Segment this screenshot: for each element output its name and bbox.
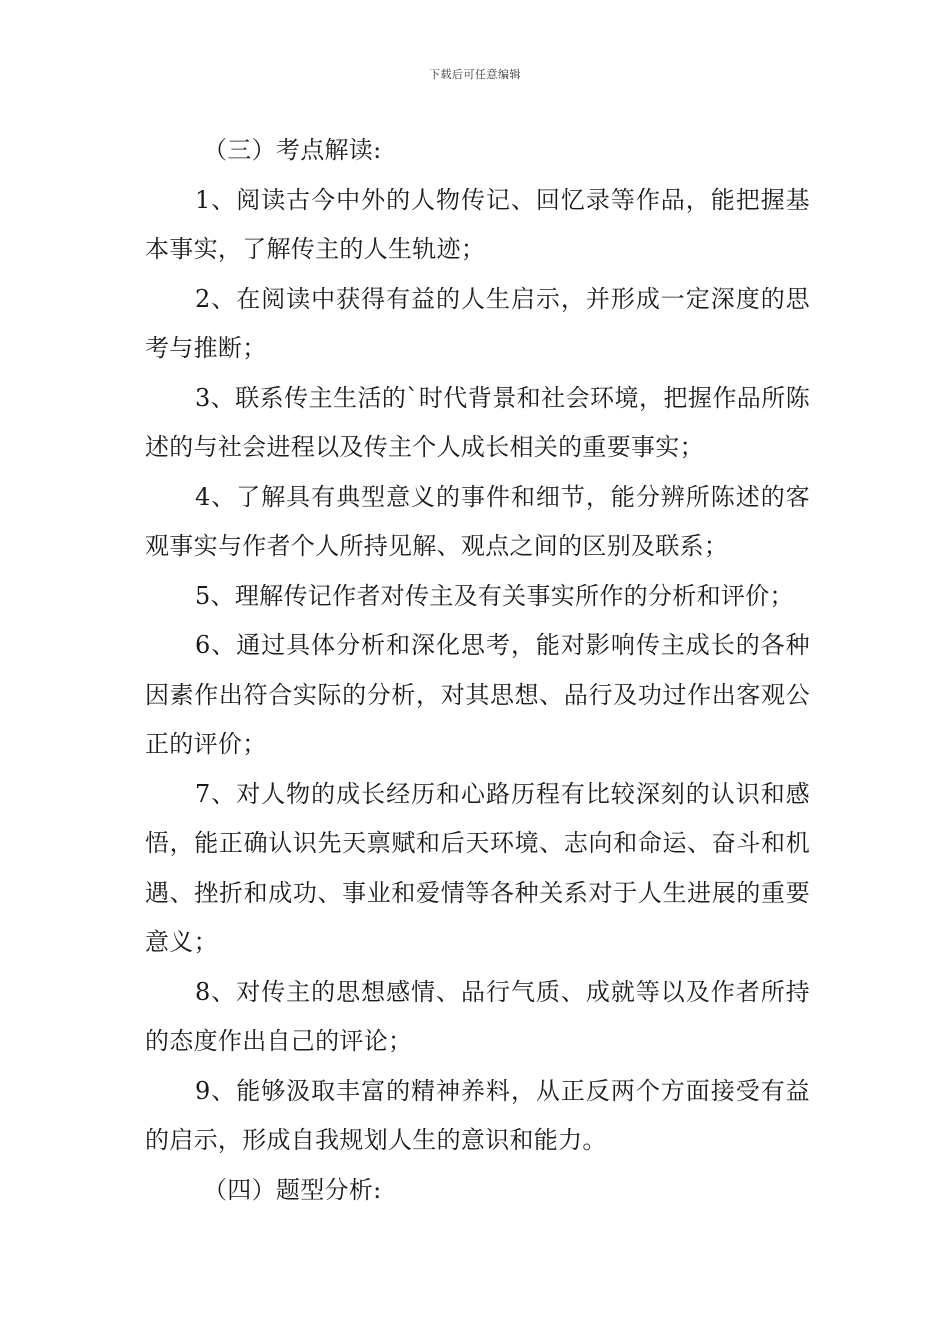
section-three-title: （三）考点解读:: [203, 136, 382, 164]
list-item: 5、理解传记作者对传主及有关事实所作的分析和评价；: [195, 581, 794, 610]
list-item: 1、阅读古今中外的人物传记、回忆录等作品，能把握基本事实，了解传主的人生轨迹；: [145, 185, 810, 263]
header-note: 下载后可任意编辑: [429, 68, 521, 81]
list-item: 4、了解具有典型意义的事件和细节，能分辨所陈述的客观事实与作者个人所持见解、观点之间的区别及联系；: [145, 482, 810, 560]
list-item: 3、联系传主生活的`时代背景和社会环境，把握作品所陈述的与社会进程以及传主个人成长相关的重要事实；: [145, 383, 810, 461]
list-item: 8、对传主的思想感情、品行气质、成就等以及作者所持的态度作出自己的评论；: [145, 977, 810, 1055]
list-item: 7、对人物的成长经历和心路历程有比较深刻的认识和感悟，能正确认识先天禀赋和后天环境、志向和命运、奋斗和机遇、挫折和成功、事业和爱情等各种关系对于人生进展的重要意义；: [145, 779, 810, 956]
document-body: [145, 126, 810, 1215]
section-four-title: （四）题型分析:: [203, 1175, 382, 1204]
list-item: 9、能够汲取丰富的精神养料，从正反两个方面接受有益的启示，形成自我规划人生的意识和能力。: [145, 1076, 810, 1154]
list-item: 2、在阅读中获得有益的人生启示，并形成一定深度的思考与推断；: [145, 284, 810, 362]
list-item: 6、通过具体分析和深化思考，能对影响传主成长的各种因素作出符合实际的分析，对其思想、品行及功过作出客观公正的评价；: [145, 631, 810, 758]
